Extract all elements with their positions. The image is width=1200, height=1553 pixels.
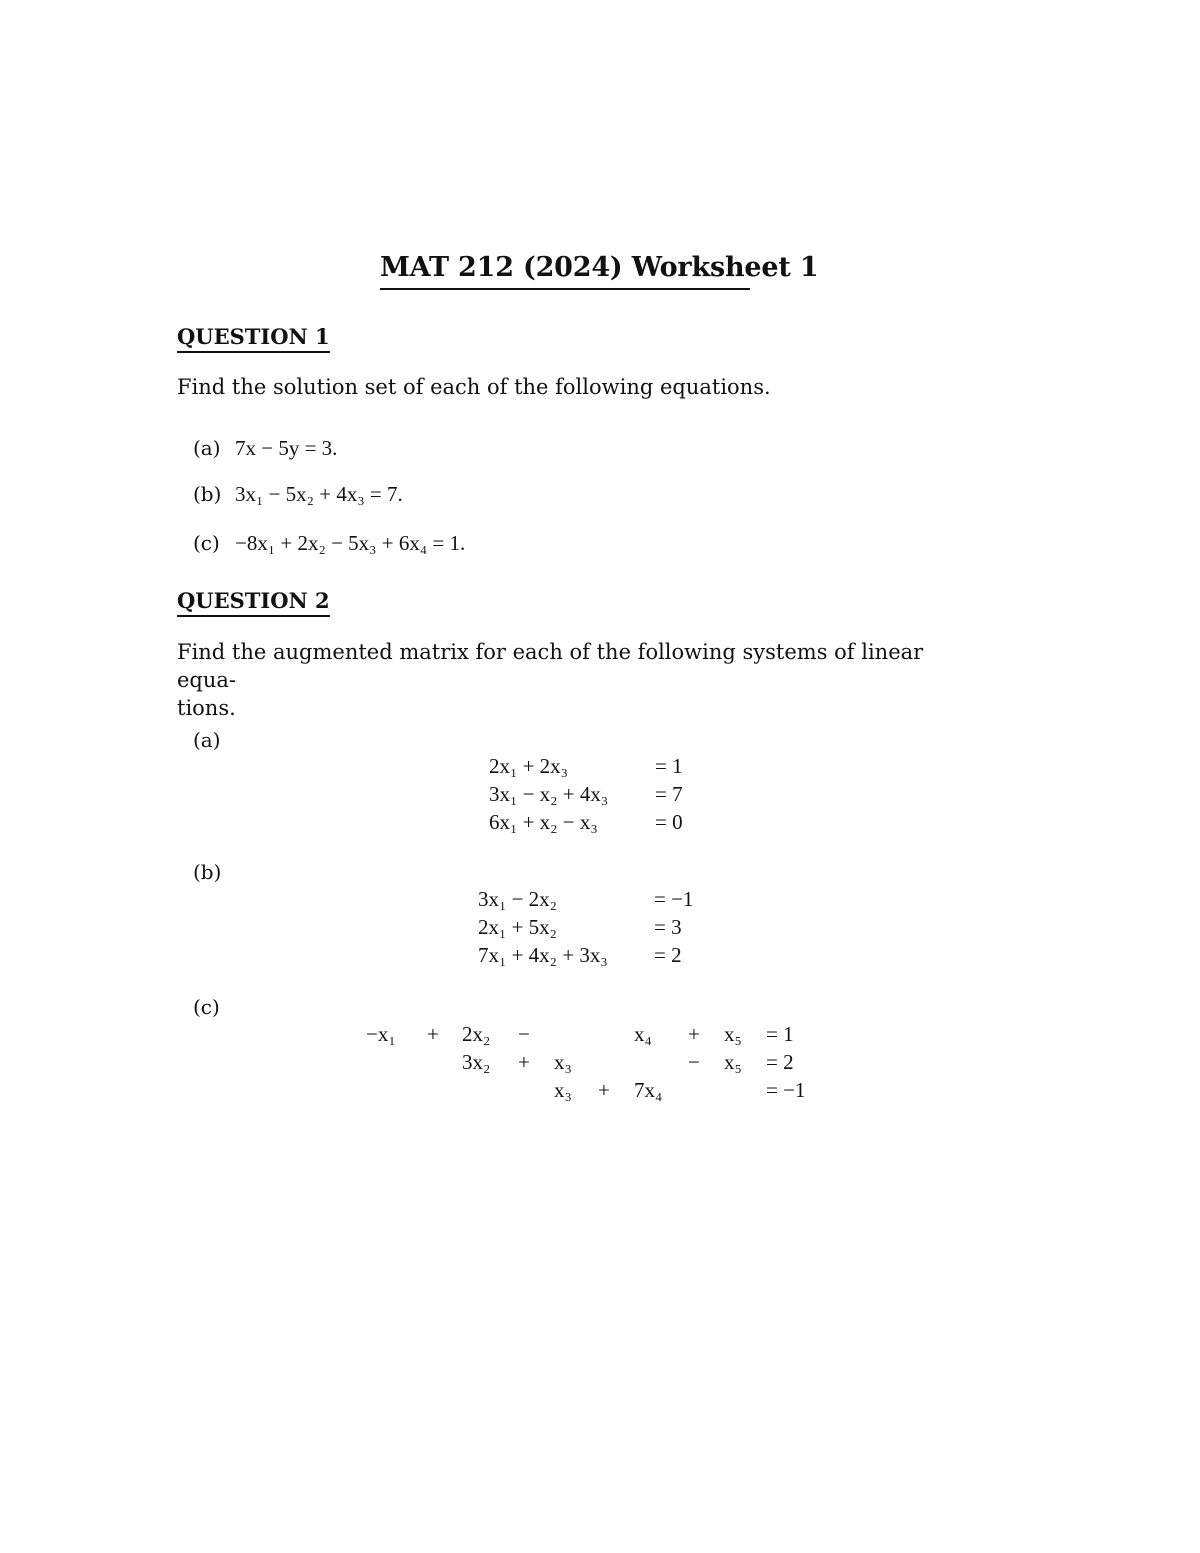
q1-item-a: [193, 434, 337, 462]
row-lhs: 2x₁ + 5x₂: [478, 915, 557, 939]
term-cell: x₃: [554, 1050, 572, 1074]
row-lhs: 6x₁ + x₂ − x₃: [489, 810, 598, 834]
question-2-prompt: [177, 638, 957, 722]
term-cell: 7x₄: [634, 1078, 663, 1102]
system-c-row: [366, 1076, 846, 1104]
row-rhs: = 0: [655, 810, 683, 834]
prompt-line: Find the augmented matrix for each of the following systems of linear equa-: [177, 640, 924, 692]
term-cell: x₃: [554, 1078, 572, 1102]
q2-item-c-label: (c): [193, 995, 220, 1019]
item-label: (b): [193, 482, 222, 506]
q1-item-c: [193, 529, 465, 557]
row-lhs: 2x₁ + 2x₃: [489, 754, 568, 778]
question-2-heading: QUESTION 2: [177, 588, 330, 617]
operator-cell: −: [518, 1022, 530, 1046]
term-cell: x₄: [634, 1022, 652, 1046]
operator-cell: −: [688, 1050, 700, 1074]
row-rhs: = 3: [654, 915, 682, 939]
rhs-cell: = 1: [766, 1022, 794, 1046]
question-1-heading: QUESTION 1: [177, 324, 330, 353]
question-1-prompt: Find the solution set of each of the following equations.: [177, 375, 771, 399]
row-rhs: = 1: [655, 754, 683, 778]
operator-cell: +: [688, 1022, 700, 1046]
prompt-line: tions.: [177, 696, 236, 720]
operator-cell: +: [427, 1022, 439, 1046]
row-rhs: = 2: [654, 943, 682, 967]
term-cell: −x₁: [366, 1022, 396, 1046]
rhs-cell: = −1: [766, 1078, 806, 1102]
q2-item-b-label: (b): [193, 860, 222, 884]
page-title: MAT 212 (2024) Worksheet 1: [380, 252, 750, 290]
item-label: (c): [193, 531, 220, 555]
equation: 3x₁ − 5x₂ + 4x₃ = 7.: [235, 482, 403, 506]
row-rhs: = 7: [655, 782, 683, 806]
equation: 7x − 5y = 3.: [235, 436, 338, 460]
rhs-cell: = 2: [766, 1050, 794, 1074]
q2-item-a-label: (a): [193, 728, 221, 752]
term-cell: 2x₂: [462, 1022, 491, 1046]
row-lhs: 7x₁ + 4x₂ + 3x₃: [478, 943, 608, 967]
operator-cell: +: [518, 1050, 530, 1074]
term-cell: 3x₂: [462, 1050, 491, 1074]
term-cell: x₅: [724, 1022, 742, 1046]
operator-cell: +: [598, 1078, 610, 1102]
row-lhs: 3x₁ − 2x₂: [478, 887, 557, 911]
term-cell: x₅: [724, 1050, 742, 1074]
system-c-row: [366, 1020, 846, 1048]
row-lhs: 3x₁ − x₂ + 4x₃: [489, 782, 609, 806]
item-label: (a): [193, 436, 221, 460]
system-c-row: [366, 1048, 846, 1076]
equation: −8x₁ + 2x₂ − 5x₃ + 6x₄ = 1.: [235, 531, 466, 555]
row-rhs: = −1: [654, 887, 694, 911]
q1-item-b: [193, 480, 403, 508]
